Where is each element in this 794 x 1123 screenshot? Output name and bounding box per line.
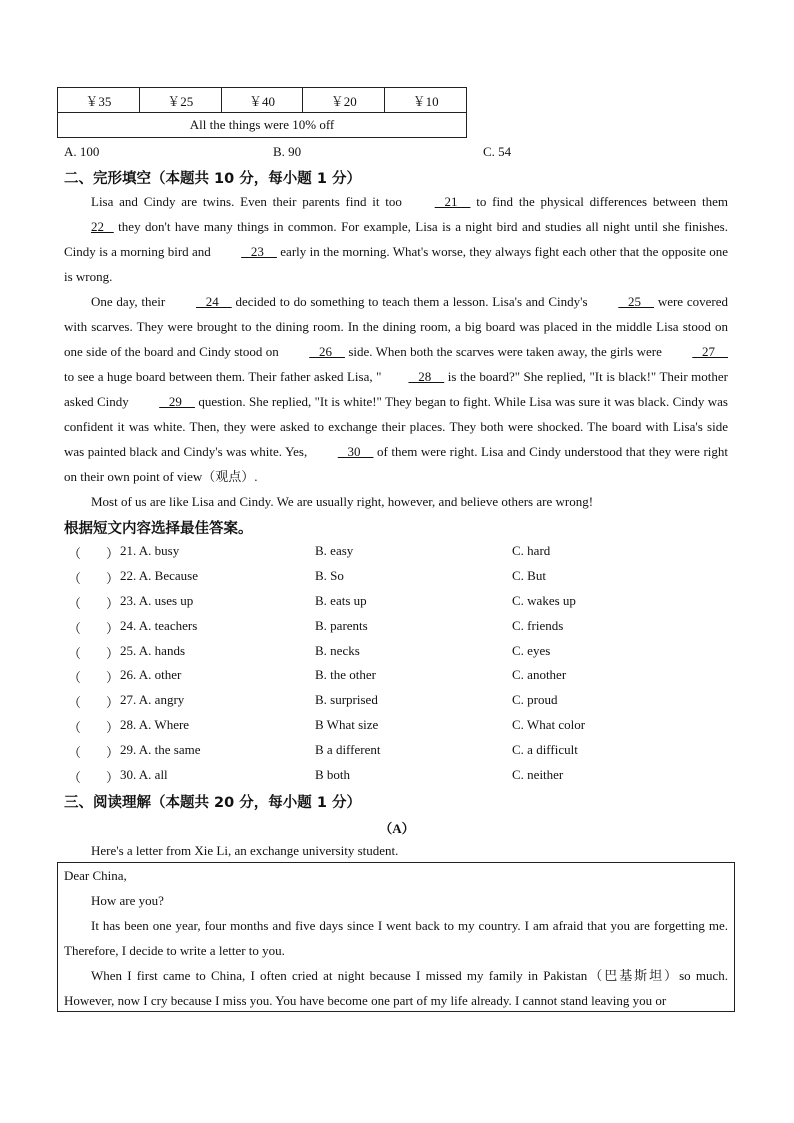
letter-line: How are you?: [91, 893, 164, 908]
letter-greeting: Dear China,: [64, 868, 127, 883]
answer-paren-close: ）: [106, 595, 120, 611]
choice-c: C. hard: [512, 543, 551, 558]
paragraph-3: Most of us are like Lisa and Cindy. We are usually right, however, and believe others are wrong!: [91, 494, 594, 509]
question-list: [64, 541, 664, 790]
choice-c: C. a difficult: [512, 742, 578, 758]
blank-27: 27: [692, 344, 729, 359]
choice-c: C. What color: [512, 717, 586, 733]
choice-c: C. eyes: [512, 642, 551, 658]
question-row: [64, 665, 664, 690]
answer-paren-open: （: [68, 546, 82, 561]
answer-paren-close: ）: [106, 546, 120, 561]
price-cell: ￥40: [221, 88, 303, 113]
answer-paren-open: （: [68, 745, 82, 761]
choice-a: 24. A. teachers: [120, 617, 198, 633]
answer-paren-open: （: [68, 620, 82, 636]
question-row: [64, 566, 664, 591]
choice-a: 21. A. busy: [120, 543, 180, 558]
choice-b: B. necks: [315, 642, 360, 658]
blank-25: 25: [618, 294, 655, 309]
passage-label: （A）: [379, 821, 415, 836]
question-row: [64, 715, 664, 740]
answer-paren-open: （: [68, 670, 82, 686]
choice-a: 28. A. Where: [120, 717, 190, 733]
answer-paren-open: （: [68, 595, 82, 611]
answer-paren-close: ）: [106, 645, 120, 661]
blank-22: 22: [91, 219, 114, 234]
question-row: [64, 591, 664, 616]
choice-a: 29. A. the same: [120, 742, 201, 758]
question-row: [64, 765, 664, 790]
letter-paragraph: When I first came to China, I often cried at night because I missed my family in Pakistan（巴基斯坦）so much. However, now I cry because I miss you. You have become one part of my life already. I cannot stand leaving you or: [64, 968, 728, 1008]
choice-a: 27. A. angry: [120, 692, 185, 708]
answer-paren-open: （: [68, 770, 82, 786]
choice-a: 23. A. uses up: [120, 592, 194, 608]
blank-21: 21: [434, 194, 471, 209]
price-cell: ￥20: [303, 88, 385, 113]
choice-a: 22. A. Because: [120, 567, 198, 583]
blank-30: 30: [337, 444, 374, 459]
option-a: A. 100: [64, 144, 100, 159]
question-row: [64, 740, 664, 765]
text: of them were right. Lisa and Cindy understood that they were right on their own point of view（观点）.: [64, 444, 728, 484]
price-table: [57, 87, 467, 138]
answer-paren-open: （: [68, 570, 82, 586]
answer-paren-open: （: [68, 645, 82, 661]
price-row: [58, 88, 467, 113]
choice-c: C. friends: [512, 617, 564, 633]
choice-a: 25. A. hands: [120, 642, 185, 658]
choice-b: B. surprised: [315, 692, 378, 708]
choice-c: C. another: [512, 667, 567, 683]
blank-29: 29: [159, 394, 195, 409]
answer-paren-close: ）: [106, 770, 120, 786]
answer-paren-open: （: [68, 695, 82, 711]
text: to find the physical differences between them: [470, 194, 728, 209]
text: early in the morning. What's worse, they always fight each other that the opposite one is wrong.: [64, 244, 728, 284]
letter-paragraph: It has been one year, four months and five days since I went back to my country. I am afraid that you are forgetting me. Therefore, I decide to write a letter to you.: [64, 918, 728, 958]
answer-paren-close: ）: [106, 720, 120, 736]
section-3-heading: 三、阅读理解（本题共 20 分，每小题 1 分）: [64, 795, 361, 811]
text: One day, their: [91, 294, 169, 309]
discount-row: [58, 113, 467, 138]
answer-paren-close: ）: [106, 620, 120, 636]
blank-28: 28: [408, 369, 445, 384]
price-cell: ￥35: [58, 88, 140, 113]
choice-a: 30. A. all: [120, 767, 168, 783]
answer-paren-close: ）: [106, 695, 120, 711]
price-cell: ￥25: [139, 88, 221, 113]
price-cell: ￥10: [385, 88, 467, 113]
blank-23: 23: [241, 244, 277, 259]
choice-c: C. proud: [512, 692, 558, 708]
question-row: [64, 690, 664, 715]
choice-b: B a different: [315, 742, 381, 758]
answer-paren-open: （: [68, 720, 82, 736]
question-row: [64, 541, 664, 566]
paragraph-1: [64, 189, 728, 289]
choice-b: B both: [315, 767, 351, 783]
blank-24: 24: [195, 294, 232, 309]
passage-intro: Here's a letter from Xie Li, an exchange university student.: [91, 843, 399, 858]
text: decided to do something to teach them a lesson. Lisa's and Cindy's: [231, 294, 592, 309]
text: question. She replied, "It is white!" They began to fight. While Lisa was sure it was black. Cindy was confident it was white. Then, they were asked to exchange their places. They both were shocked. The board with Lisa's side was painted black and Cindy's was white. Yes,: [64, 394, 728, 459]
answer-paren-close: ）: [106, 745, 120, 761]
choice-b: B. So: [315, 567, 344, 583]
paragraph-2: [64, 289, 728, 489]
choice-b: B. easy: [315, 543, 354, 558]
text: is the board?" She replied, "It is black!" Their mother asked Cindy: [64, 369, 728, 409]
discount-note: All the things were 10% off: [58, 113, 467, 138]
choice-b: B. the other: [315, 667, 377, 683]
section-2-heading: 二、完形填空（本题共 10 分，每小题 1 分）: [64, 171, 361, 187]
letter-box: [57, 862, 735, 1012]
choice-b: B. eats up: [315, 592, 367, 608]
choice-b: B. parents: [315, 617, 368, 633]
answer-paren-close: ）: [106, 570, 120, 586]
option-b: B. 90: [273, 144, 302, 159]
answer-paren-close: ）: [106, 670, 120, 686]
choice-c: C. But: [512, 567, 546, 583]
text: Lisa and Cindy are twins. Even their parents find it too: [91, 194, 408, 209]
text: to see a huge board between them. Their father asked Lisa, ": [64, 369, 382, 384]
text: side. When both the scarves were taken away, the girls were: [344, 344, 666, 359]
cloze-passage: [64, 189, 728, 514]
choice-b: B What size: [315, 717, 379, 733]
choice-c: C. neither: [512, 767, 564, 783]
question-row: [64, 616, 664, 641]
blank-26: 26: [309, 344, 345, 359]
text: they don't have many things in common. For example, Lisa is a night bird and studies all night until she finishes. Cindy is a morning bird and: [64, 219, 728, 259]
choice-a: 26. A. other: [120, 667, 182, 683]
option-c: C. 54: [483, 144, 512, 159]
choice-c: C. wakes up: [512, 592, 576, 608]
text: were covered with scarves. They were brought to the dining room. In the dining room, a big board was placed in the middle Lisa stood on one side of the board and Cindy stood on: [64, 294, 728, 359]
question-row: [64, 641, 664, 666]
instruction: 根据短文内容选择最佳答案。: [64, 521, 253, 537]
